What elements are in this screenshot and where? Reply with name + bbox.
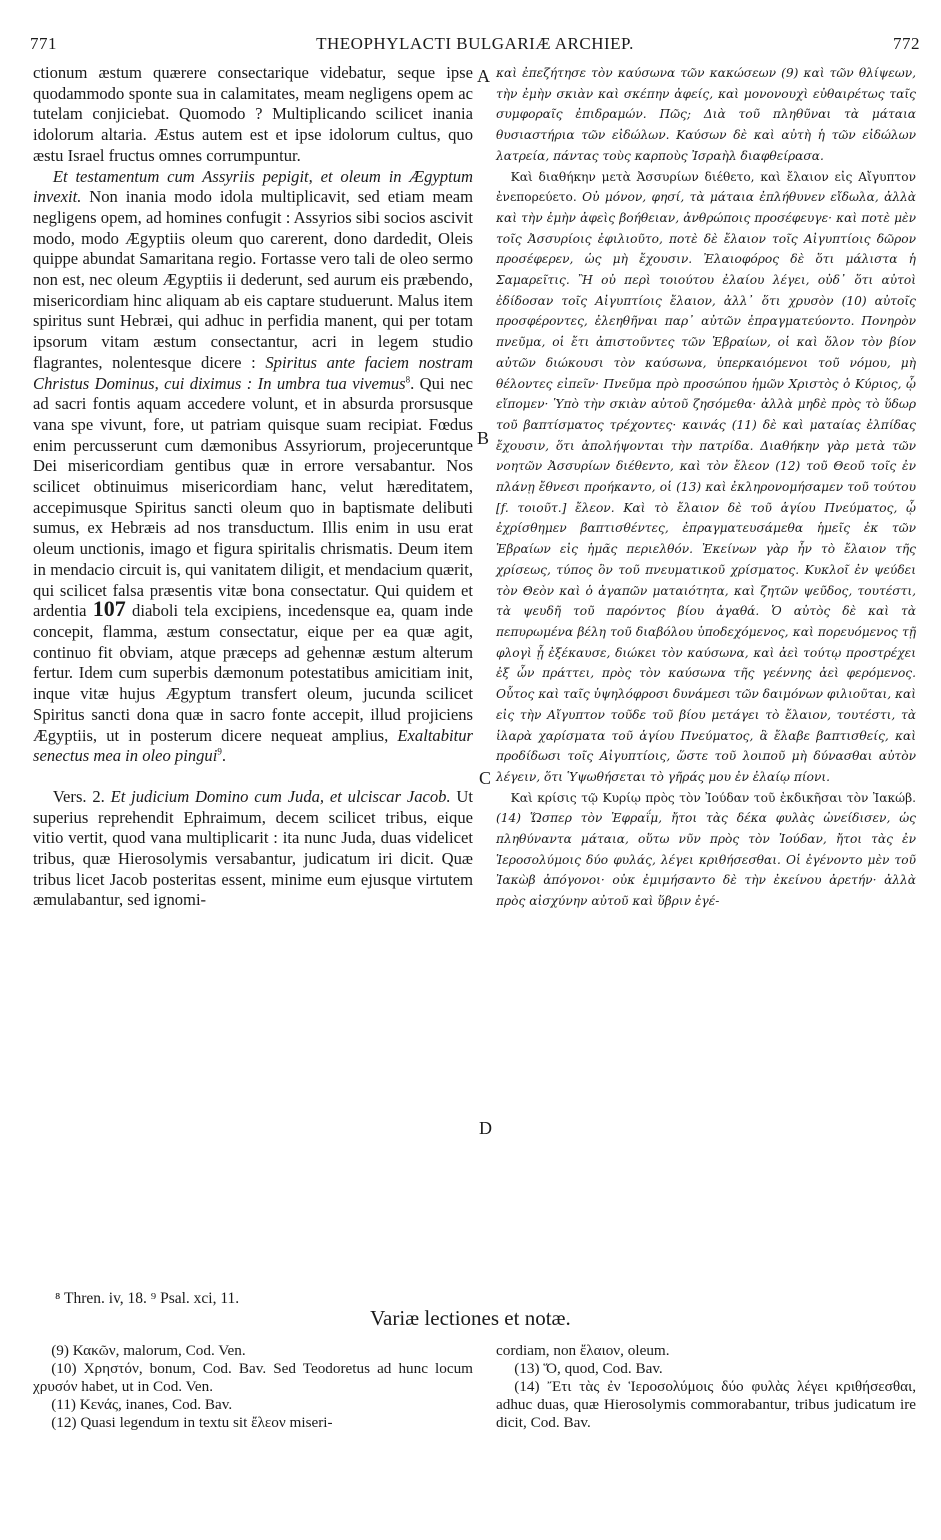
- note-item: (13) Ὅ, quod, Cod. Bav.: [514, 1360, 663, 1377]
- footnote-ref: 8: [405, 374, 411, 385]
- greek-text: καὶ ἐπεζήτησε τὸν καύσωνα τῶν κακώσεων (9) καὶ τῶν θλίψεων, τὴν ἐμὴν σκιὰν καὶ σκέπην ἀφείς, καὶ μονονουχὶ εὐθαιρέτως ταῖς συμφοραῖς ἐπιδραμών. Πῶς; Διὰ τοῦ πληθῦναι τὰ μάταια θυσιαστήρια τῶν εἰδώλων. Καύσων δὲ καὶ αὐτὴ ἡ τῶν εἰδώλων λατρεία, πάντας τοὺς καρποὺς Ἰσραὴλ διαφθείρασα.: [496, 66, 916, 163]
- margin-marker-c: C: [479, 768, 492, 788]
- latin-paragraph: [33, 167, 473, 767]
- greek-paragraph: [496, 788, 916, 912]
- latin-column: [33, 63, 473, 911]
- greek-paragraph: [496, 63, 916, 167]
- notes-heading: Variæ lectiones et notæ.: [370, 1306, 571, 1330]
- greek-text: (14) Ὥσπερ τὸν Ἐφραΐμ, ἤτοι τὰς δέκα φυλὰς ὠνείδισεν, ὡς πληθύναντα μάταια, οὕτω νῦν πρὸς τὸν Ἰούδαν, ἤτοι τὰς ἐν Ἱεροσολύμοις δύο φυλάς, λέγει κριθήσεσθαι. Οἱ ἐγένοντο μὲν τοῦ Ἰακὼβ ἀπόγονοι· οὐκ ἐμιμήσαντο δὲ τὴν ἐκείνου ἀρετήν· ἀλλὰ πρὸς αἰσχύνην αὐτοῦ καὶ ὕβριν ἐγέ-: [496, 811, 916, 909]
- note-item: (10) Χρηστόν, bonum, Cod. Bav. Sed Teodoretus ad hunc locum χρυσόν habet, ut in Cod. Ven.: [33, 1360, 473, 1395]
- greek-lemma: Καὶ κρίσις τῷ Κυρίῳ πρὸς τὸν Ἰούδαν τοῦ ἐκδικῆσαι τὸν Ἰακώβ.: [510, 790, 916, 805]
- notes-right-column: [496, 1342, 916, 1432]
- latin-text: . Qui nec ad sacri fontis aquam accedere volunt, et in absurda prorsusque vana spe vivunt, fore, ut patriam quisque suam recipiat. Fœdus enim percusserunt cum dæmonibus Assyriorum, projeceruntque Dei misericordiam gentibus quæ in errore versabantur. Nos scilicet obtinuimus misericordiam hanc, velut hæreditatem, accepimusque Spiritus sancti oleum quo in baptismate delibuti sumus, ex Hebræis ad nos transductum. Illis enim in usu erat oleum unctionis, imago et figura spiritalis chrismatis. Deum item in mendacio circuit is, qui vanitatem diligit, et mendacium quærit, qui scilicet falsa præsentis vitæ bona consectatur. Qui quidem et ardentia: [33, 373, 473, 621]
- note-item: (11) Κενάς, inanes, Cod. Bav.: [51, 1396, 233, 1413]
- latin-text: diaboli tela excipiens, incedensque ea, quam inde concepit, flamma, æstum consectatur, eique per ea quæ agit, continuo fit obviam, atque præceps ad gehennæ æstum alterum fertur. Idem cum superbis dæmonum potestatibus amicitiam init, inque vitæ hujus Ægyptum transfert oleum, jucunda scilicet Spiritus sancti dona quæ in sacro fonte accepit, illud projiciens Ægyptiis, ut in posterum dicere nequeat amplius,: [33, 601, 473, 745]
- footnote-ref: 9: [217, 746, 222, 757]
- latin-lemma: Et judicium Domino cum Juda, et ulciscar Jacob.: [110, 786, 451, 806]
- latin-text: .: [221, 746, 226, 766]
- greek-text: Οὐ μόνον, φησί, τὰ μάταια ἐπλήθυνεν εἴδωλα, ἀλλὰ καὶ τὴν ἐμὴν ἀφεὶς βοήθειαν, ἀνθρώποις προσέφευγε· καὶ ποτὲ μὲν τοῖς Ἀσσυρίοις ἐφιλιοῦτο, ποτὲ δὲ ἔλαιον τοῖς Αἰγυπτίοις δῶρον προσέφερεν, ὡς μὴ ἔχουσιν. Ἐλαιοφόρος δὲ ὅτι μάλιστα ἡ Σαμαρεῖτις. Ἢ οὐ περὶ τοιούτου ἐλαίου λέγει, οὐδ᾽ ὅτι αὐτοὶ ἐδίδοσαν τοῖς Αἰγυπτίοις ἔλαιον, ἀλλ᾽ ὅτι χρυσὸν (10) αὐτοῖς προσφέροντες, ἐλεηθῆναι παρ᾽ αὐτῶν ἐπραγματεύοντο. Πονηρὸν πνεῦμα, οἱ ἔτι ἀπιστοῦντες τῶν Ἑβραίων, οἱ καὶ ὅλον τὸν βίον αὐτῶν διώκουσι τὸν καύσωνα, ὑπερκαιόμενοι τοῦ νόμου, μὴ θέλοντες εἰπεῖν· Πνεῦμα πρὸ προσώπου ἡμῶν Χριστὸς ὁ Κύριος, ᾧ εἴπομεν· Ὑπὸ τὴν σκιὰν αὐτοῦ ζησόμεθα· ἀλλὰ μηδὲ πρὸς τὸ ὕδωρ τοῦ βαπτίσματος τρέχοντες· καινάς (11) δὲ καὶ ματαίας ἐλπίδας ἔχουσιν, ὅτι ἀπολήψονται τὴν πατρίδα. Διαθήκην γὰρ μετὰ τῶν νοητῶν Ἀσσυρίων διέθεντο, καὶ τὸν ἔλεον (12) τοῦ Θεοῦ τοῖς ἐν πλάνῃ ἔθνεσι προήκαντο, οἱ (13) καὶ ἐκληρονομήσαμεν τοῦ τούτου [f. τοιοῦτ.] ἔλεον. Καὶ τὸ ἔλαιον δὲ τοῦ ἁγίου Πνεύματος, ᾧ ἐχρίσθημεν βαπτισθέντες, ἐπραγματευσάμεθα ἡμεῖς ἐκ τῶν Ἑβραίων εἰς ἡμᾶς περιελθόν. Ἐκείνων γὰρ ἦν τὸ ἔλαιον τῆς χρίσεως, τύπος ὂν τοῦ πνευματικοῦ χρίσματος. Κυκλοῖ ἐν ψεύδει τὸν Θεὸν καὶ ὁ ἀγαπῶν ματαιότητα, καὶ ζητῶν ψεῦδος, τουτέστι, τὰ ψευδῆ τοῦ παρόντος βίου ἀγαθά. Ὁ αὐτὸς δὲ καὶ τὰ πεπυρωμένα βέλη τοῦ διαβόλου ὑποδεχόμενος, καὶ πορευόμενος τῇ φλογὶ ᾗ ἐξέκαυσε, διώκει τὸν καύσωνα, καὶ ἀεὶ τούτῳ προστρέχει ἐξ ὧν πράττει, πρὸς τὸν καύσωνα τῆς γεέννης ἀεὶ φερόμενος. Οὗτος καὶ ταῖς ὑψηλόφροσι δυνάμεσι τῶν δαιμόνων φιλιοῦται, καὶ εἰς τὴν Αἴγυπτον τοῦδε τοῦ βίου μετάγει τὸ ἔλαιον, τουτέστι, τὰ ἱλαρὰ χαρίσματα τοῦ ἁγίου Πνεύματος, ἃ ἔλαβε βαπτισθείς, καὶ προδίδωσι τοῖς Αἰγυπτίοις, ὥστε τοῦ λοιποῦ μὴ δύνασθαι αὐτὸν λέγειν, ὅτι Ὑψωθήσεται τὸ γῆράς μου ἐν ἐλαίῳ πίονι.: [496, 190, 916, 784]
- latin-text: Non inania modo idola multiplicavit, sed etiam meam negligens opem, ad homines confugit : Assyrios sibi socios ascivit modo, modo Ægyptiis oleum quo carerent, dono dardedit, Oleis quippe abundat Samaritana regio. Fortasse vero tali de oleo sermo non est, nec oleum Ægyptiis ii dederunt, sed aurum eis præbendo, misericordiam hinc aliquam ab eis captare studuerunt. Malus item spiritus sunt Hebræi, qui adhuc in perfidia manent, qui per totam ipsorum vitam æstum consectantur, acri in legem studio flagrantes, nolentesque dicere :: [33, 187, 473, 372]
- greek-lemma: Καὶ διαθήκην μετὰ Ἀσσυρίων διέθετο, καὶ ἔλαιον εἰς Αἴγυπτον ἐνεπορεύετο.: [496, 169, 916, 205]
- latin-lemma: Et testamentum cum Assyriis pepigit, et oleum in Ægyptum invexit.: [33, 166, 473, 207]
- notes-left-column: [33, 1342, 473, 1432]
- running-title: THEOPHYLACTI BULGARIÆ ARCHIEP.: [316, 34, 634, 53]
- latin-quote: Spiritus ante faciem nostram Christus Dominus, cui diximus : In umbra tua vivemus: [33, 352, 473, 393]
- margin-marker-a: A: [477, 66, 490, 86]
- margin-marker-d: D: [479, 1118, 492, 1138]
- latin-quote: Exaltabitur senectus mea in oleo pingui: [33, 725, 473, 766]
- column-number: 107: [92, 596, 126, 622]
- note-item: cordiam, non ἔλαιον, oleum.: [496, 1342, 670, 1359]
- page-number-left: 771: [30, 34, 57, 53]
- latin-text: Ut superius reprehendit Ephraimum, decem scilicet tribus, eique vitio vertit, quod vana multiplicarit : ita nunc Juda, duas videlicet tribus, quæ Hierosolymis versabantur, judicatum iri dicit. Quæ tribus licet Jacob posteritas essent, minime eum ejusque virtutem æmulabantur, sed ignomi-: [33, 786, 474, 910]
- greek-column: [496, 63, 916, 912]
- page-number-right: 772: [893, 34, 920, 53]
- latin-paragraph: [33, 787, 473, 911]
- verse-label: Vers. 2.: [52, 786, 105, 806]
- latin-text: ctionum æstum quærere consectarique videbatur, seque ipse quodammodo sponte sua in calamitates, meam negligens opem ac tutelam conjiciebat. Quomodo ? Multiplicando scilicet inania idolorum altaria. Æstus autem est et ipse idolorum cultus, quo æstu Israel fructus omnes corrumpuntur.: [33, 63, 473, 165]
- note-item: (9) Κακῶν, malorum, Cod. Ven.: [51, 1342, 246, 1359]
- note-item: (12) Quasi legendum in textu sit ἔλεον miseri-: [51, 1414, 333, 1431]
- running-head: [30, 34, 920, 58]
- note-item: (14) Ἔτι τὰς ἐν Ἱεροσολύμοις δύο φυλὰς λέγει κριθήσεσθαι, adhuc duas, quæ Hierosolymis commorabantur, tribus judicatum ire dicit, Cod. Bav.: [496, 1378, 916, 1431]
- latin-paragraph: [33, 63, 473, 167]
- margin-marker-b: B: [477, 428, 490, 448]
- footnotes: ⁸ Thren. iv, 18. ⁹ Psal. xci, 11.: [55, 1290, 240, 1307]
- greek-paragraph: [496, 167, 916, 788]
